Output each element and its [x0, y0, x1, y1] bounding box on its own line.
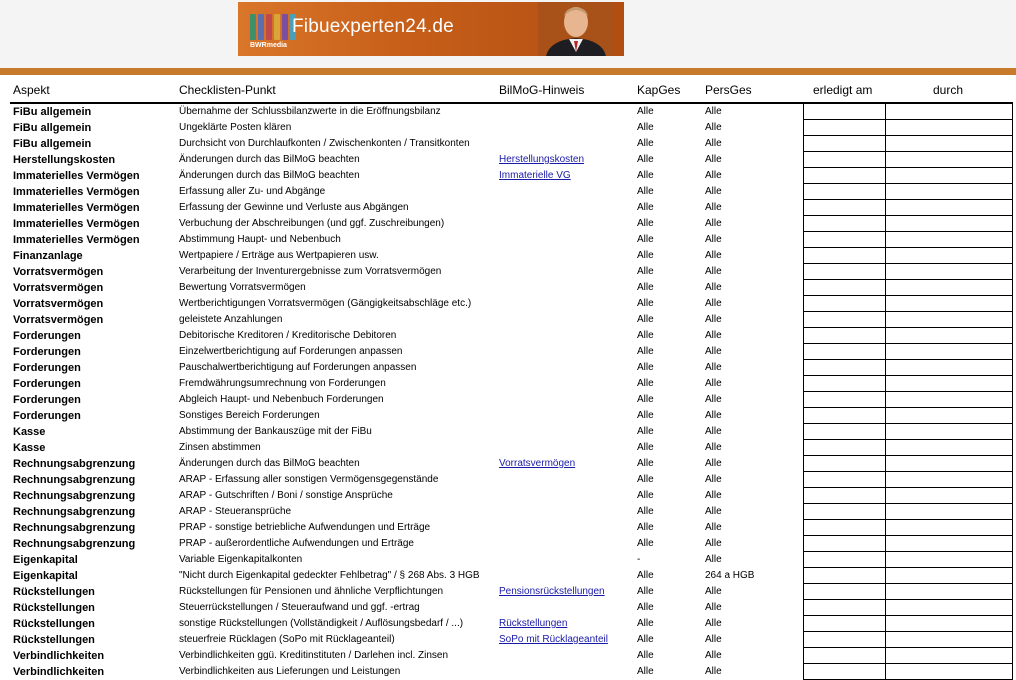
checklist-point-cell: Verbindlichkeiten aus Lieferungen und Leistungen: [179, 666, 401, 677]
erledigt-am-cell[interactable]: [804, 568, 885, 583]
aspekt-cell: FiBu allgemein: [13, 122, 92, 134]
aspekt-cell: Immaterielles Vermögen: [13, 218, 140, 230]
durch-cell[interactable]: [886, 152, 1012, 167]
erledigt-am-cell[interactable]: [804, 136, 885, 151]
table-row: [0, 632, 800, 648]
persges-cell: Alle: [705, 586, 722, 597]
kapges-cell: Alle: [637, 474, 654, 485]
checklist-point-cell: Änderungen durch das BilMoG beachten: [179, 170, 360, 181]
table-row: [0, 328, 800, 344]
kapges-cell: Alle: [637, 218, 654, 229]
erledigt-am-cell[interactable]: [804, 360, 885, 375]
persges-cell: Alle: [705, 314, 722, 325]
erledigt-am-cell[interactable]: [804, 504, 885, 519]
kapges-cell: -: [637, 554, 641, 565]
table-row: [0, 168, 800, 184]
checklist-point-cell: Abstimmung Haupt- und Nebenbuch: [179, 234, 341, 245]
durch-cell[interactable]: [886, 632, 1012, 647]
table-row: [0, 520, 800, 536]
erledigt-am-cell[interactable]: [804, 584, 885, 599]
checklist-point-cell: Übernahme der Schlussbilanzwerte in die Eröffnungsbilanz: [179, 106, 441, 117]
persges-cell: 264 a HGB: [705, 570, 755, 581]
aspekt-cell: Immaterielles Vermögen: [13, 202, 140, 214]
aspekt-cell: Rückstellungen: [13, 618, 95, 630]
erledigt-am-cell[interactable]: [804, 616, 885, 631]
table-row: [0, 104, 800, 120]
kapges-cell: Alle: [637, 138, 654, 149]
table-row: [0, 392, 800, 408]
erledigt-am-cell[interactable]: [804, 520, 885, 535]
erledigt-am-cell[interactable]: [804, 536, 885, 551]
checklist-point-cell: Bewertung Vorratsvermögen: [179, 282, 306, 293]
kapges-cell: Alle: [637, 442, 654, 453]
checklist-point-cell: Pauschalwertberichtigung auf Forderungen anpassen: [179, 362, 417, 373]
aspekt-cell: Finanzanlage: [13, 250, 83, 262]
bilmog-link[interactable]: Pensionsrückstellungen: [499, 586, 605, 597]
persges-cell: Alle: [705, 362, 722, 373]
aspekt-cell: FiBu allgemein: [13, 138, 92, 150]
checklist-point-cell: sonstige Rückstellungen (Vollständigkeit / Auflösungsbedarf / ...): [179, 618, 464, 629]
checklist-point-cell: Debitorische Kreditoren / Kreditorische Debitoren: [179, 330, 397, 341]
checklist-point-cell: Rückstellungen für Pensionen und ähnliche Verpflichtungen: [179, 586, 444, 597]
erledigt-am-cell[interactable]: [804, 552, 885, 567]
durch-cell[interactable]: [886, 456, 1012, 471]
kapges-cell: Alle: [637, 202, 654, 213]
durch-cell[interactable]: [886, 552, 1012, 567]
durch-cell[interactable]: [886, 376, 1012, 391]
durch-cell[interactable]: [886, 280, 1012, 295]
fibuexperten-banner[interactable]: [238, 2, 624, 56]
book-spine-icon: [274, 14, 280, 40]
erledigt-am-cell[interactable]: [804, 184, 885, 199]
table-row: [0, 584, 800, 600]
persges-cell: Alle: [705, 458, 722, 469]
kapges-cell: Alle: [637, 170, 654, 181]
checklist-point-cell: Steuerrückstellungen / Steueraufwand und ggf. -ertrag: [179, 602, 420, 613]
checklist-point-cell: Sonstiges Bereich Forderungen: [179, 410, 320, 421]
durch-cell[interactable]: [886, 584, 1012, 599]
durch-cell[interactable]: [886, 664, 1012, 679]
books-logo-icon: [250, 14, 296, 40]
header-durch: durch: [933, 83, 964, 97]
durch-cell[interactable]: [886, 296, 1012, 311]
table-row: [0, 184, 800, 200]
brand-name: Fibuexperten24.de: [292, 16, 454, 37]
erledigt-am-cell[interactable]: [804, 600, 885, 615]
checklist-point-cell: PRAP - außerordentliche Aufwendungen und Erträge: [179, 538, 414, 549]
durch-cell[interactable]: [886, 168, 1012, 183]
aspekt-cell: Rückstellungen: [13, 586, 95, 598]
durch-cell[interactable]: [886, 424, 1012, 439]
aspekt-cell: Forderungen: [13, 330, 81, 342]
aspekt-cell: Vorratsvermögen: [13, 314, 104, 326]
kapges-cell: Alle: [637, 426, 654, 437]
erledigt-am-cell[interactable]: [804, 376, 885, 391]
checklist-point-cell: "Nicht durch Eigenkapital gedeckter Fehlbetrag" / § 268 Abs. 3 HGB: [179, 570, 480, 581]
erledigt-am-cell[interactable]: [804, 392, 885, 407]
table-row: [0, 472, 800, 488]
kapges-cell: Alle: [637, 650, 654, 661]
table-row: [0, 424, 800, 440]
table-row: [0, 344, 800, 360]
durch-cell[interactable]: [886, 328, 1012, 343]
table-row: [0, 200, 800, 216]
aspekt-cell: Rechnungsabgrenzung: [13, 474, 136, 486]
erledigt-am-cell[interactable]: [804, 104, 885, 119]
kapges-cell: Alle: [637, 602, 654, 613]
kapges-cell: Alle: [637, 330, 654, 341]
checklist-point-cell: Fremdwährungsumrechnung von Forderungen: [179, 378, 386, 389]
table-row: [0, 248, 800, 264]
aspekt-cell: Rechnungsabgrenzung: [13, 458, 136, 470]
persges-cell: Alle: [705, 330, 722, 341]
persges-cell: Alle: [705, 138, 722, 149]
table-row: [0, 312, 800, 328]
aspekt-cell: Kasse: [13, 426, 46, 438]
kapges-cell: Alle: [637, 314, 654, 325]
durch-cell[interactable]: [886, 616, 1012, 631]
durch-cell[interactable]: [886, 360, 1012, 375]
aspekt-cell: Rückstellungen: [13, 602, 95, 614]
aspekt-cell: Vorratsvermögen: [13, 282, 104, 294]
kapges-cell: Alle: [637, 266, 654, 277]
kapges-cell: Alle: [637, 106, 654, 117]
kapges-cell: Alle: [637, 666, 654, 677]
durch-cell[interactable]: [886, 392, 1012, 407]
checklist-point-cell: ARAP - Erfassung aller sonstigen Vermögensgegenstände: [179, 474, 439, 485]
durch-cell[interactable]: [886, 600, 1012, 615]
aspekt-cell: Forderungen: [13, 410, 81, 422]
persges-cell: Alle: [705, 538, 722, 549]
checklist-point-cell: Einzelwertberichtigung auf Forderungen anpassen: [179, 346, 403, 357]
checklist-point-cell: Zinsen abstimmen: [179, 442, 261, 453]
checklist-point-cell: Verarbeitung der Inventurergebnisse zum Vorratsvermögen: [179, 266, 442, 277]
erledigt-am-cell[interactable]: [804, 200, 885, 215]
kapges-cell: Alle: [637, 538, 654, 549]
publisher-label: BWRmedia: [250, 42, 287, 49]
table-row: [0, 376, 800, 392]
kapges-cell: Alle: [637, 250, 654, 261]
durch-cell[interactable]: [886, 216, 1012, 231]
aspekt-cell: Rechnungsabgrenzung: [13, 506, 136, 518]
durch-cell[interactable]: [886, 136, 1012, 151]
aspekt-cell: Eigenkapital: [13, 570, 78, 582]
persges-cell: Alle: [705, 394, 722, 405]
erledigt-am-cell[interactable]: [804, 456, 885, 471]
kapges-cell: Alle: [637, 234, 654, 245]
kapges-cell: Alle: [637, 154, 654, 165]
erledigt-am-cell[interactable]: [804, 424, 885, 439]
kapges-cell: Alle: [637, 490, 654, 501]
persges-cell: Alle: [705, 410, 722, 421]
durch-cell[interactable]: [886, 648, 1012, 663]
table-row: [0, 152, 800, 168]
persges-cell: Alle: [705, 666, 722, 677]
erledigt-am-cell[interactable]: [804, 264, 885, 279]
table-row: [0, 264, 800, 280]
table-row: [0, 120, 800, 136]
durch-cell[interactable]: [886, 104, 1012, 119]
durch-cell[interactable]: [886, 504, 1012, 519]
persges-cell: Alle: [705, 602, 722, 613]
erledigt-am-cell[interactable]: [804, 168, 885, 183]
persges-cell: Alle: [705, 154, 722, 165]
erledigt-am-cell[interactable]: [804, 488, 885, 503]
checklist-point-cell: Wertberichtigungen Vorratsvermögen (Gängigkeitsabschläge etc.): [179, 298, 472, 309]
checklist-point-cell: Verbuchung der Abschreibungen (und ggf. Zuschreibungen): [179, 218, 445, 229]
header-persges: PersGes: [705, 83, 752, 97]
orange-divider: [0, 68, 1016, 75]
aspekt-cell: Forderungen: [13, 362, 81, 374]
persges-cell: Alle: [705, 266, 722, 277]
kapges-cell: Alle: [637, 506, 654, 517]
persges-cell: Alle: [705, 522, 722, 533]
erledigt-am-cell[interactable]: [804, 328, 885, 343]
erledigt-am-cell[interactable]: [804, 472, 885, 487]
checklist-point-cell: ARAP - Steueransprüche: [179, 506, 292, 517]
aspekt-cell: Forderungen: [13, 346, 81, 358]
persges-cell: Alle: [705, 618, 722, 629]
kapges-cell: Alle: [637, 586, 654, 597]
erledigt-am-cell[interactable]: [804, 664, 885, 679]
checklist-point-cell: ARAP - Gutschriften / Boni / sonstige Ansprüche: [179, 490, 393, 501]
header-bilmog-hinweis: BilMoG-Hinweis: [499, 83, 585, 97]
erledigt-am-cell[interactable]: [804, 152, 885, 167]
aspekt-cell: Immaterielles Vermögen: [13, 234, 140, 246]
kapges-cell: Alle: [637, 634, 654, 645]
aspekt-cell: Forderungen: [13, 378, 81, 390]
aspekt-cell: Rechnungsabgrenzung: [13, 490, 136, 502]
persges-cell: Alle: [705, 298, 722, 309]
kapges-cell: Alle: [637, 570, 654, 581]
bilmog-link[interactable]: Immaterielle VG: [499, 170, 571, 181]
erledigt-am-cell[interactable]: [804, 296, 885, 311]
erledigt-am-cell[interactable]: [804, 280, 885, 295]
table-row: [0, 232, 800, 248]
erledigt-am-cell[interactable]: [804, 216, 885, 231]
table-row: [0, 360, 800, 376]
erledigt-am-cell[interactable]: [804, 408, 885, 423]
header-checklisten-punkt: Checklisten-Punkt: [179, 83, 276, 97]
durch-cell[interactable]: [886, 568, 1012, 583]
durch-cell[interactable]: [886, 120, 1012, 135]
aspekt-cell: Herstellungskosten: [13, 154, 116, 166]
table-row: [0, 456, 800, 472]
bilmog-link[interactable]: Vorratsvermögen: [499, 458, 576, 469]
aspekt-cell: Vorratsvermögen: [13, 298, 104, 310]
erledigt-am-cell[interactable]: [804, 632, 885, 647]
persges-cell: Alle: [705, 106, 722, 117]
persges-cell: Alle: [705, 634, 722, 645]
persges-cell: Alle: [705, 346, 722, 357]
aspekt-cell: Rechnungsabgrenzung: [13, 522, 136, 534]
bilmog-link[interactable]: SoPo mit Rücklageanteil: [499, 634, 608, 645]
checklist-point-cell: Abstimmung der Bankauszüge mit der FiBu: [179, 426, 372, 437]
checklist-point-cell: steuerfreie Rücklagen (SoPo mit Rücklageanteil): [179, 634, 395, 645]
checklist-point-cell: Durchsicht von Durchlaufkonten / Zwischenkonten / Transitkonten: [179, 138, 470, 149]
table-row: [0, 136, 800, 152]
book-spine-icon: [258, 14, 264, 40]
persges-cell: Alle: [705, 122, 722, 133]
table-row: [0, 648, 800, 664]
persges-cell: Alle: [705, 426, 722, 437]
durch-cell[interactable]: [886, 312, 1012, 327]
checklist-point-cell: Änderungen durch das BilMoG beachten: [179, 154, 360, 165]
aspekt-cell: Rückstellungen: [13, 634, 95, 646]
kapges-cell: Alle: [637, 410, 654, 421]
erledigt-am-cell[interactable]: [804, 344, 885, 359]
persges-cell: Alle: [705, 506, 722, 517]
kapges-cell: Alle: [637, 122, 654, 133]
kapges-cell: Alle: [637, 618, 654, 629]
table-row: [0, 296, 800, 312]
kapges-cell: Alle: [637, 298, 654, 309]
aspekt-cell: Kasse: [13, 442, 46, 454]
aspekt-cell: Immaterielles Vermögen: [13, 186, 140, 198]
aspekt-cell: Rechnungsabgrenzung: [13, 538, 136, 550]
checklist-point-cell: Ungeklärte Posten klären: [179, 122, 292, 133]
table-row: [0, 568, 800, 584]
table-row: [0, 616, 800, 632]
durch-cell[interactable]: [886, 200, 1012, 215]
erledigt-am-cell[interactable]: [804, 232, 885, 247]
table-row: [0, 440, 800, 456]
aspekt-cell: Verbindlichkeiten: [13, 650, 105, 662]
bilmog-link[interactable]: Rückstellungen: [499, 618, 568, 629]
aspekt-cell: Immaterielles Vermögen: [13, 170, 140, 182]
durch-cell[interactable]: [886, 184, 1012, 199]
table-row: [0, 504, 800, 520]
erledigt-am-cell[interactable]: [804, 648, 885, 663]
header-aspekt: Aspekt: [13, 83, 50, 97]
erledigt-am-cell[interactable]: [804, 440, 885, 455]
durch-cell[interactable]: [886, 472, 1012, 487]
kapges-cell: Alle: [637, 522, 654, 533]
persges-cell: Alle: [705, 186, 722, 197]
table-row: [0, 408, 800, 424]
book-spine-icon: [250, 14, 256, 40]
durch-cell[interactable]: [886, 344, 1012, 359]
durch-cell[interactable]: [886, 536, 1012, 551]
persges-cell: Alle: [705, 650, 722, 661]
persges-cell: Alle: [705, 282, 722, 293]
checklist-point-cell: Abgleich Haupt- und Nebenbuch Forderungen: [179, 394, 384, 405]
erledigt-am-cell[interactable]: [804, 120, 885, 135]
grid-column-line: [1012, 104, 1013, 680]
erledigt-am-cell[interactable]: [804, 248, 885, 263]
persges-cell: Alle: [705, 442, 722, 453]
erledigt-am-cell[interactable]: [804, 312, 885, 327]
table-row: [0, 536, 800, 552]
table-row: [0, 216, 800, 232]
table-row: [0, 600, 800, 616]
persges-cell: Alle: [705, 218, 722, 229]
kapges-cell: Alle: [637, 346, 654, 357]
durch-cell[interactable]: [886, 520, 1012, 535]
aspekt-cell: Verbindlichkeiten: [13, 666, 105, 678]
checklist-point-cell: Wertpapiere / Erträge aus Wertpapieren usw.: [179, 250, 379, 261]
persges-cell: Alle: [705, 250, 722, 261]
checklist-point-cell: Änderungen durch das BilMoG beachten: [179, 458, 360, 469]
table-row: [0, 488, 800, 504]
table-row: [0, 664, 800, 680]
checklist-point-cell: Erfassung aller Zu- und Abgänge: [179, 186, 326, 197]
table-row: [0, 280, 800, 296]
persges-cell: Alle: [705, 554, 722, 565]
aspekt-cell: Eigenkapital: [13, 554, 78, 566]
header-kapges: KapGes: [637, 83, 681, 97]
aspekt-cell: FiBu allgemein: [13, 106, 92, 118]
durch-cell[interactable]: [886, 248, 1012, 263]
durch-cell[interactable]: [886, 232, 1012, 247]
persges-cell: Alle: [705, 490, 722, 501]
persges-cell: Alle: [705, 378, 722, 389]
header-erledigt-am: erledigt am: [813, 83, 873, 97]
checklist-point-cell: Verbindlichkeiten ggü. Kreditinstituten / Darlehen incl. Zinsen: [179, 650, 449, 661]
kapges-cell: Alle: [637, 394, 654, 405]
table-row: [0, 552, 800, 568]
checklist-point-cell: Variable Eigenkapitalkonten: [179, 554, 303, 565]
durch-cell[interactable]: [886, 264, 1012, 279]
durch-cell[interactable]: [886, 440, 1012, 455]
kapges-cell: Alle: [637, 186, 654, 197]
bilmog-link[interactable]: Herstellungskosten: [499, 154, 585, 165]
checklist-point-cell: geleistete Anzahlungen: [179, 314, 283, 325]
checklist-point-cell: Erfassung der Gewinne und Verluste aus Abgängen: [179, 202, 409, 213]
aspekt-cell: Forderungen: [13, 394, 81, 406]
persges-cell: Alle: [705, 202, 722, 213]
checklist-point-cell: PRAP - sonstige betriebliche Aufwendungen und Erträge: [179, 522, 431, 533]
book-spine-icon: [282, 14, 288, 40]
persges-cell: Alle: [705, 474, 722, 485]
persges-cell: Alle: [705, 170, 722, 181]
durch-cell[interactable]: [886, 488, 1012, 503]
kapges-cell: Alle: [637, 362, 654, 373]
kapges-cell: Alle: [637, 282, 654, 293]
aspekt-cell: Vorratsvermögen: [13, 266, 104, 278]
kapges-cell: Alle: [637, 378, 654, 389]
durch-cell[interactable]: [886, 408, 1012, 423]
person-portrait-icon: [538, 2, 614, 56]
book-spine-icon: [266, 14, 272, 40]
persges-cell: Alle: [705, 234, 722, 245]
kapges-cell: Alle: [637, 458, 654, 469]
